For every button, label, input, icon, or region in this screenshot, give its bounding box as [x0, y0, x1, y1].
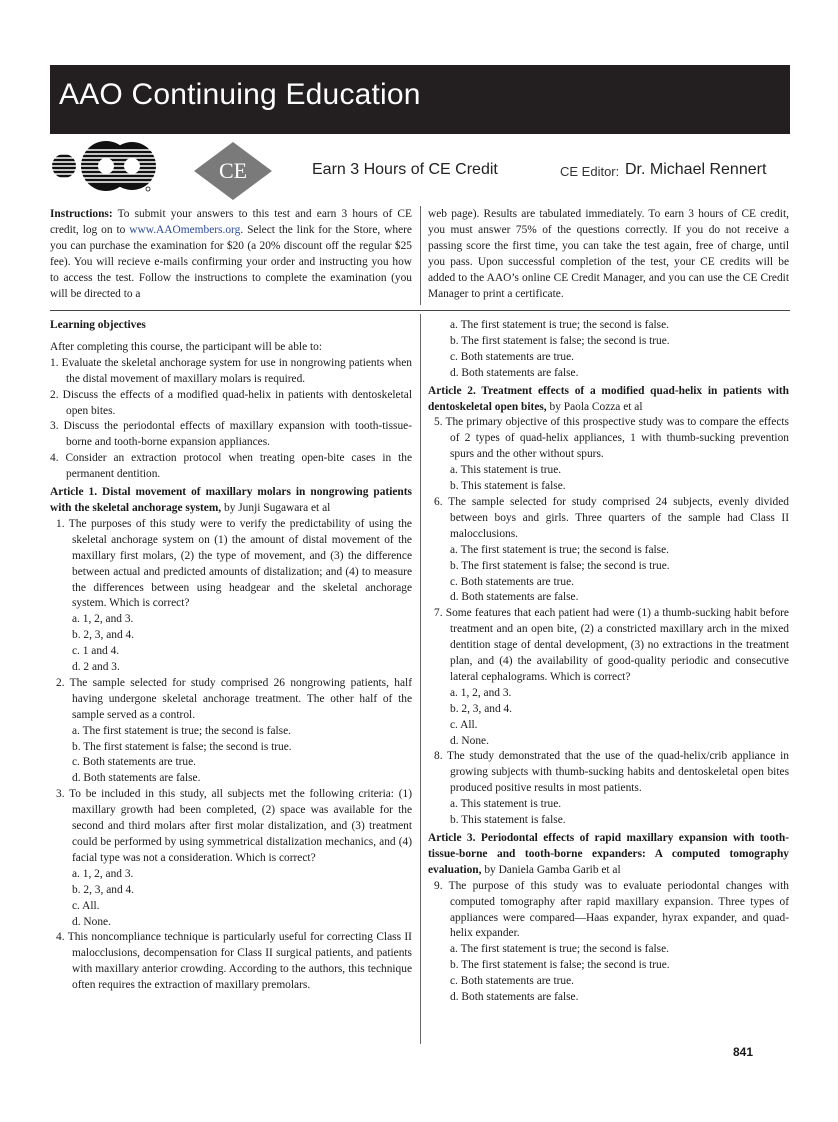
question-1-option-d: d. 2 and 3.	[72, 661, 120, 674]
instructions-label: Instructions:	[50, 208, 113, 220]
header-banner	[50, 65, 790, 134]
column-divider	[420, 314, 421, 1044]
instructions-divider	[420, 206, 421, 305]
aao-members-link[interactable]: www.AAOmembers.org	[129, 224, 241, 236]
question-6-option-d: d. Both statements are false.	[450, 591, 579, 604]
question-5-option-a: a. This statement is true.	[450, 464, 562, 477]
question-7: 7. Some features that each patient had were (1) a thumb-sucking habit before treatment and an open bite, (2) a constricted maxillary arch in the mixed dentition stage of dental development, (3) no extractions in the treatment plan, and (4) the availability of good-quality periodic and consecutive lateral cephalograms. Which is correct?	[434, 607, 789, 683]
article-3-heading: Article 3. Periodontal effects of rapid maxillary expansion with tooth-tissue-borne and tooth-borne expanders: A computed tomography evaluation, by Daniela Gamba Garib et al	[428, 832, 789, 876]
question-9-option-c: c. Both statements are true.	[450, 975, 575, 988]
question-3-option-c: c. All.	[72, 899, 100, 912]
left-column	[50, 318, 412, 994]
question-2-option-a: a. The first statement is true; the second is false.	[72, 724, 292, 737]
question-9: 9. The purpose of this study was to evaluate periodontal changes with computed tomography after rapid maxillary expansion. Three types of appliances were compared—Haas expander, hyrax expander, and quad-helix expander.	[434, 879, 789, 940]
question-1-option-a: a. 1, 2, and 3.	[72, 613, 134, 626]
question-4-option-b: b. The first statement is false; the second is true.	[450, 334, 670, 347]
instructions-text-2: . Select the link for the Store, where you can purchase the examination for $20 (a 20% discount off the regular $25 fee). You will recieve e-mails confirming your order and instructing you how to access the test. Follow the instructions to complete the examination (you will be directed to a	[50, 224, 412, 300]
question-1-option-b: b. 2, 3, and 4.	[72, 629, 135, 642]
question-9-option-d: d. Both statements are false.	[450, 991, 579, 1004]
question-8-option-a: a. This statement is true.	[450, 798, 562, 811]
right-column	[428, 318, 789, 1006]
question-7-option-c: c. All.	[450, 718, 478, 731]
question-6-option-c: c. Both statements are true.	[450, 575, 575, 588]
article-1-heading: Article 1. Distal movement of maxillary molars in nongrowing patients with the skeletal anchorage system, by Junji Sugawara et al	[50, 486, 412, 514]
question-7-option-d: d. None.	[450, 734, 489, 747]
ce-logo	[192, 140, 274, 202]
question-8-option-b: b. This statement is false.	[450, 814, 566, 827]
question-4-option-c: c. Both statements are true.	[450, 350, 575, 363]
ce-logo-text: CE	[218, 158, 248, 183]
horizontal-rule	[50, 310, 790, 311]
question-8: 8. The study demonstrated that the use of the quad-helix/crib appliance in growing subjects with thumb-sucking habits and dentoskeletal open bites produced positive results in most patients.	[434, 750, 789, 795]
instructions-left	[50, 206, 412, 302]
question-7-option-b: b. 2, 3, and 4.	[450, 702, 513, 715]
aao-logo	[50, 140, 158, 195]
question-6: 6. The sample selected for study comprised 24 subjects, evenly divided between boys and girls. Three quarters of the sample had Class II malocclusions.	[434, 495, 789, 540]
instructions-text-1: To submit your answers to this test and earn 3 hours of CE credit, log on to	[50, 208, 412, 236]
objective-item: 4. Consider an extraction protocol when treating open-bite cases in the permanent dentition.	[50, 452, 412, 481]
objective-item: 2. Discuss the effects of a modified quad-helix in patients with dentoskeletal open bites.	[50, 388, 412, 417]
question-9-option-b: b. The first statement is false; the second is true.	[450, 959, 670, 972]
instructions-right: web page). Results are tabulated immediately. To earn 3 hours of CE credit, you must answer 75% of the questions correctly. If you do not receive a passing score the first time, you can take the test again, free of charge, until you pass. Upon successful completion of the test, your CE credits will be added to the AAO’s online CE Credit Manager, and you can use the CE Credit Manager to print a certificate.	[428, 208, 789, 300]
question-4: 4. This noncompliance technique is particularly useful for correcting Class II malocclusions, decompensation for Class II surgical patients, and patients with maxillary anterior crowding. According to the authors, this technique often requires the extraction of maxillary premolars.	[56, 931, 412, 992]
question-6-option-b: b. The first statement is false; the second is true.	[450, 559, 670, 572]
learning-intro: After completing this course, the participant will be able to:	[50, 340, 323, 353]
ce-editor-name: Dr. Michael Rennert	[625, 161, 767, 178]
question-3-option-d: d. None.	[72, 915, 111, 928]
question-2-option-b: b. The first statement is false; the second is true.	[72, 740, 292, 753]
question-7-option-a: a. 1, 2, and 3.	[450, 686, 512, 699]
article-2-heading: Article 2. Treatment effects of a modified quad-helix in patients with dentoskeletal open bites, by Paola Cozza et al	[428, 384, 789, 413]
question-2: 2. The sample selected for study comprised 26 nongrowing patients, half having undergone skeletal anchorage treatment. The other half of the sample served as a control.	[56, 676, 412, 721]
question-9-option-a: a. The first statement is true; the second is false.	[450, 943, 670, 956]
question-1-option-c: c. 1 and 4.	[72, 645, 120, 658]
learning-objectives-heading: Learning objectives	[50, 319, 146, 331]
question-2-option-d: d. Both statements are false.	[72, 772, 201, 785]
page-number: 841	[733, 1045, 754, 1059]
objective-item: 3. Discuss the periodontal effects of maxillary expansion with tooth-tissue-borne and tooth-borne expansion appliances.	[50, 420, 412, 449]
page-title: AAO Continuing Education	[59, 78, 421, 111]
objective-item: 1. Evaluate the skeletal anchorage system for use in nongrowing patients when the distal movement of maxillary molars is required.	[50, 356, 412, 385]
ce-editor-label: CE Editor:	[560, 164, 620, 179]
question-3-option-b: b. 2, 3, and 4.	[72, 883, 135, 896]
question-6-option-a: a. The first statement is true; the second is false.	[450, 543, 670, 556]
question-5: 5. The primary objective of this prospective study was to compare the effects of 2 types of quad-helix appliances, 1 with thumb-sucking prevention spurs and the other without spurs.	[434, 416, 789, 461]
question-5-option-b: b. This statement is false.	[450, 480, 566, 493]
credit-hours-text: Earn 3 Hours of CE Credit	[312, 161, 498, 178]
question-2-option-c: c. Both statements are true.	[72, 756, 197, 769]
question-4-option-d: d. Both statements are false.	[450, 366, 579, 379]
question-3: 3. To be included in this study, all subjects met the following criteria: (1) maxillary growth had been completed, (2) space was available for the second and third molars after first molar distalization, and (3) treatment could be performed by using symmetrical distalization mechanics, and (4) facial type was not a consideration. Which is correct?	[56, 788, 412, 864]
question-1: 1. The purposes of this study were to verify the predictability of using the skeletal anchorage system on (1) the amount of distal movement of the maxillary first molars, (2) the type of movement, and (3) the difference between actual and predicted amounts of distalization; and (4) to measure the differences between using headgear and the skeletal anchorage system. Which is correct?	[56, 517, 412, 610]
question-3-option-a: a. 1, 2, and 3.	[72, 867, 134, 880]
question-4-option-a: a. The first statement is true; the second is false.	[450, 319, 670, 331]
